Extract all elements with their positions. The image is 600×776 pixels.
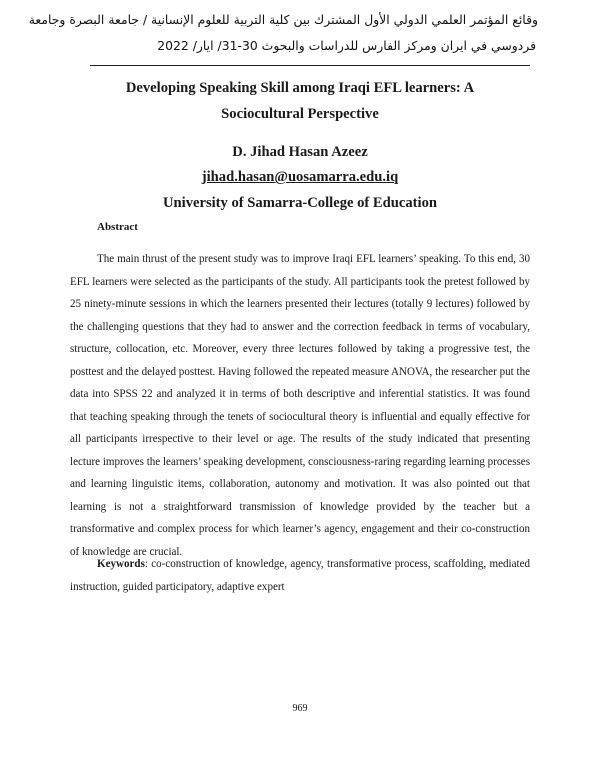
paper-title-line-2: Sociocultural Perspective: [221, 106, 379, 122]
keywords-list: : co-construction of knowledge, agency, transformative process, scaffolding, mediated instruction, guided participatory, adaptive expert: [70, 558, 530, 593]
keywords-label: Keywords: [97, 558, 145, 570]
author-name: D. Jihad Hasan Azeez: [232, 144, 368, 160]
author-email-line: [70, 169, 530, 186]
header-divider: [90, 65, 530, 66]
proceedings-header-line-1: وقائع المؤتمر العلمي الدولي الأول المشترك بين كلية التربية للعلوم الإنسانية / جامعة البصرة وجامعة: [28, 12, 538, 27]
author-affiliation: University of Samarra-College of Education: [162, 195, 437, 211]
page-number: 969: [292, 703, 308, 714]
abstract-body: The main thrust of the present study was to improve Iraqi EFL learners’ speaking. To this end, 30 EFL learners were selected as the participants of the study. All participants took the pretest followed by 25 ninety-minute sessions in which the learners presented their lectures (totally 9 lectures) followed by the challenging questions that they had to answer and the correction feedback in terms of vocabulary, structure, collocation, etc. Moreover, every three lectures followed by taking a progressive test, the posttest and the delayed posttest. Having followed the repeated measure ANOVA, the researcher put the data into SPSS 22 and analyzed it in terms of both descriptive and inferential statistics. It was found that teaching speaking through the tenets of sociocultural theory is influential and equally effective for all participants irrespective to their level or age. The results of the study indicated that presenting lecture improves the learners’ speaking development, consciousness-raring regarding learning processes and learning linguistic items, collaboration, autonomy and motivation. It was also pointed out that learning is not a straightforward transmission of knowledge provided by the teacher but a transformative and complex process for which learner’s agency, engagement and their co-construction of knowledge are crucial.: [70, 253, 530, 558]
author-email-link[interactable]: jihad.hasan@uosamarra.edu.iq: [201, 169, 399, 185]
proceedings-header-line-2: فردوسي في ايران ومركز الفارس للدراسات والبحوث 30-31/ ايار/ 2022: [157, 38, 536, 53]
abstract-heading: Abstract: [97, 221, 138, 233]
paper-title-line-1: Developing Speaking Skill among Iraqi EFL learners: A: [125, 80, 475, 96]
keywords-paragraph: [70, 553, 530, 598]
